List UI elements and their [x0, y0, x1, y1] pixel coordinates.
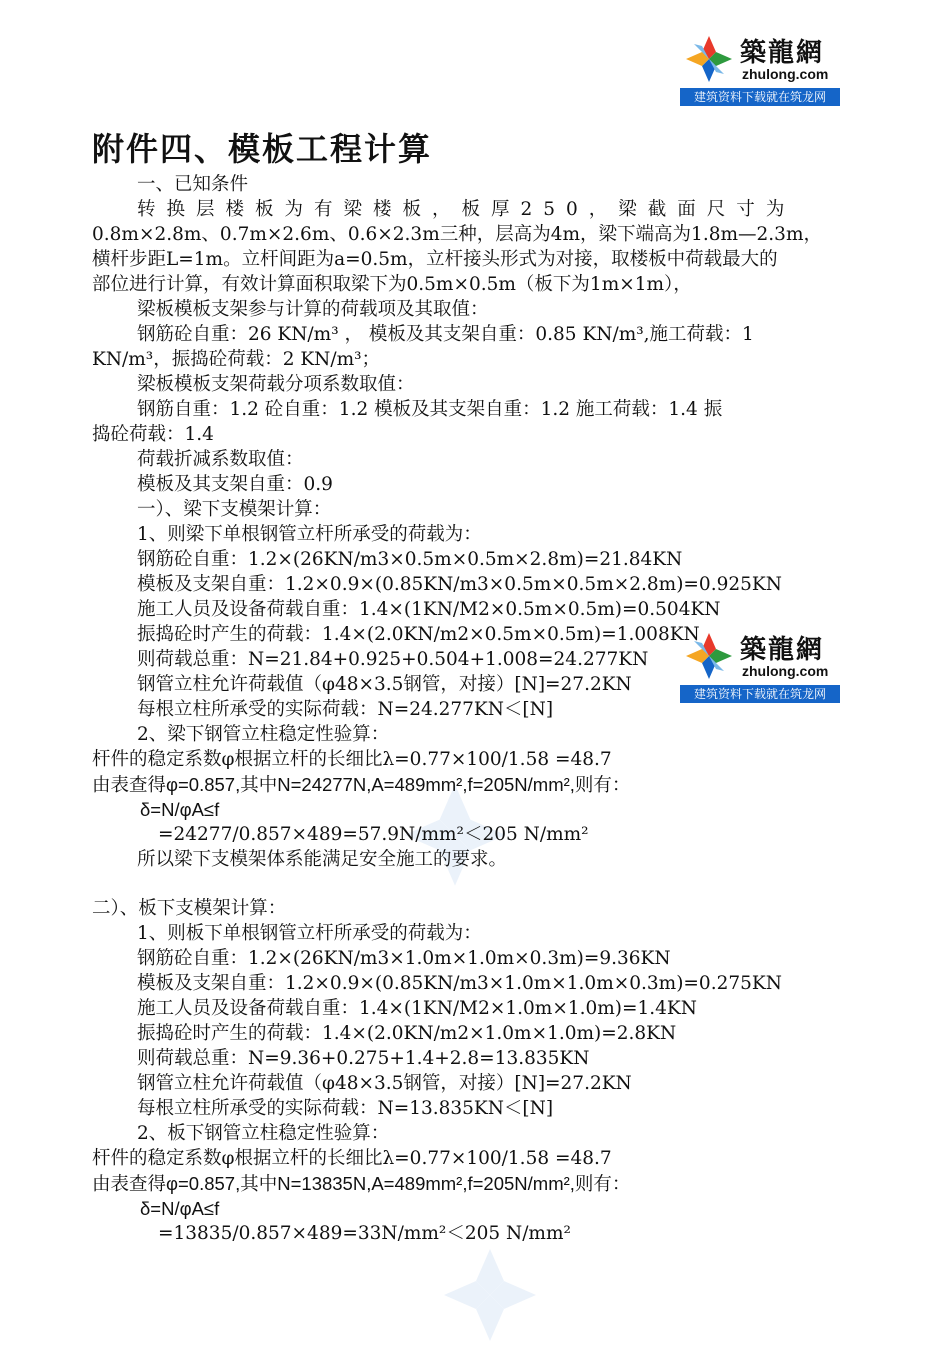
text-line: 一）、梁下支模架计算：	[137, 499, 332, 520]
text-line: 施工人员及设备荷载自重：1.4×(1KN/M2×1.0m×1.0m)=1.4KN	[137, 998, 697, 1019]
text-line: 施工人员及设备荷载自重：1.4×(1KN/M2×0.5m×0.5m)=0.504KN	[137, 599, 721, 620]
text-line: 模板及支架自重：1.2×0.9×(0.85KN/m3×0.5m×0.5m×2.8m)=0.925KN	[137, 574, 782, 595]
text-line: 横杆步距L=1m。立杆间距为a=0.5m，立杆接头形式为对接，取楼板中荷载最大的	[92, 249, 778, 270]
zhulong-logo[interactable]	[680, 28, 840, 108]
text-line: 所以梁下支模架体系能满足安全施工的要求。	[137, 849, 508, 870]
text-line: 2、梁下钢管立柱稳定性验算：	[137, 724, 390, 745]
text-line: 钢管立柱允许荷载值（φ48×3.5钢管，对接）[N]=27.2KN	[137, 1073, 632, 1094]
text-line: 则荷载总重：N=9.36+0.275+1.4+2.8=13.835KN	[137, 1048, 590, 1069]
text-line: 每根立柱所承受的实际荷载：N=13.835KN＜[N]	[137, 1098, 554, 1119]
logo-domain: zhulong.com	[742, 66, 829, 82]
text-line: 钢筋砼自重：1.2×(26KN/m3×1.0m×1.0m×0.3m)=9.36KN	[137, 948, 671, 969]
text-line: 1、则板下单根钢管立杆所承受的荷载为：	[137, 923, 482, 944]
watermark-logo-icon	[440, 1245, 540, 1345]
text-line: 1、则梁下单根钢管立杆所承受的荷载为：	[137, 524, 482, 545]
text-line: 模板及其支架自重：0.9	[137, 474, 333, 495]
logo-tagline: 建筑资料下载就在筑龙网	[680, 88, 840, 106]
text-line: δ=N/φA≤f	[140, 1198, 220, 1219]
text-line: 钢筋自重：1.2 砼自重：1.2 模板及其支架自重：1.2 施工荷载：1.4 振	[137, 399, 723, 420]
text-line: 二）、板下支模架计算：	[92, 898, 287, 919]
text-line: 梁板模板支架参与计算的荷载项及其取值：	[137, 299, 489, 320]
text-line: δ=N/φA≤f	[140, 799, 220, 820]
text-line: =13835/0.857×489=33N/mm²＜205 N/mm²	[158, 1223, 571, 1244]
text-line: 转换层楼板为有梁楼板，板厚250，梁截面尺寸为	[137, 199, 796, 220]
text-line: 杆件的稳定系数φ根据立杆的长细比λ=0.77×100/1.58 =48.7	[92, 1148, 612, 1169]
text-line: 梁板模板支架荷载分项系数取值：	[137, 374, 415, 395]
text-line: 钢管立柱允许荷载值（φ48×3.5钢管，对接）[N]=27.2KN	[137, 674, 632, 695]
text-line: KN/m³，振捣砼荷载：2 KN/m³；	[92, 349, 381, 370]
text-line: 杆件的稳定系数φ根据立杆的长细比λ=0.77×100/1.58 =48.7	[92, 749, 612, 770]
text-line: 模板及支架自重：1.2×0.9×(0.85KN/m3×1.0m×1.0m×0.3m)=0.275KN	[137, 973, 782, 994]
text-line: 由表查得φ=0.857,其中N=24277N,A=489mm²,f=205N/mm²,则有：	[92, 774, 631, 795]
document-title: 附件四、模板工程计算	[92, 130, 433, 168]
text-line: 则荷载总重：N=21.84+0.925+0.504+1.008=24.277KN	[137, 649, 649, 670]
text-line: 钢筋砼自重：26 KN/m³ ， 模板及其支架自重：0.85 KN/m³,施工荷载：1	[137, 324, 754, 345]
text-line: 振捣砼时产生的荷载：1.4×(2.0KN/m2×1.0m×1.0m)=2.8KN	[137, 1023, 677, 1044]
zhulong-logo-overlay[interactable]	[680, 625, 840, 705]
logo-chinese-name: 築龍網	[740, 38, 825, 68]
zhulong-logo-icon	[684, 34, 734, 84]
text-line: 荷载折减系数取值：	[137, 449, 304, 470]
text-line: 部位进行计算，有效计算面积取梁下为0.5m×0.5m（板下为1m×1m），	[92, 274, 692, 295]
text-line: 一、已知条件	[137, 174, 249, 195]
logo-tagline: 建筑资料下载就在筑龙网	[680, 685, 840, 703]
text-line: 钢筋砼自重：1.2×(26KN/m3×0.5m×0.5m×2.8m)=21.84KN	[137, 549, 683, 570]
text-line: =24277/0.857×489=57.9N/mm²＜205 N/mm²	[158, 824, 589, 845]
logo-domain: zhulong.com	[742, 663, 829, 679]
logo-chinese-name: 築龍網	[740, 635, 825, 665]
text-line: 每根立柱所承受的实际荷载：N=24.277KN＜[N]	[137, 699, 554, 720]
text-line: 由表查得φ=0.857,其中N=13835N,A=489mm²,f=205N/mm²,则有：	[92, 1173, 631, 1194]
text-line: 振捣砼时产生的荷载：1.4×(2.0KN/m2×0.5m×0.5m)=1.008KN	[137, 624, 700, 645]
text-line: 2、板下钢管立柱稳定性验算：	[137, 1123, 390, 1144]
text-line: 捣砼荷载：1.4	[92, 424, 214, 445]
text-line: 0.8m×2.8m、0.7m×2.6m、0.6×2.3m三种，层高为4m，梁下端高为1.8m—2.3m，	[92, 224, 822, 245]
